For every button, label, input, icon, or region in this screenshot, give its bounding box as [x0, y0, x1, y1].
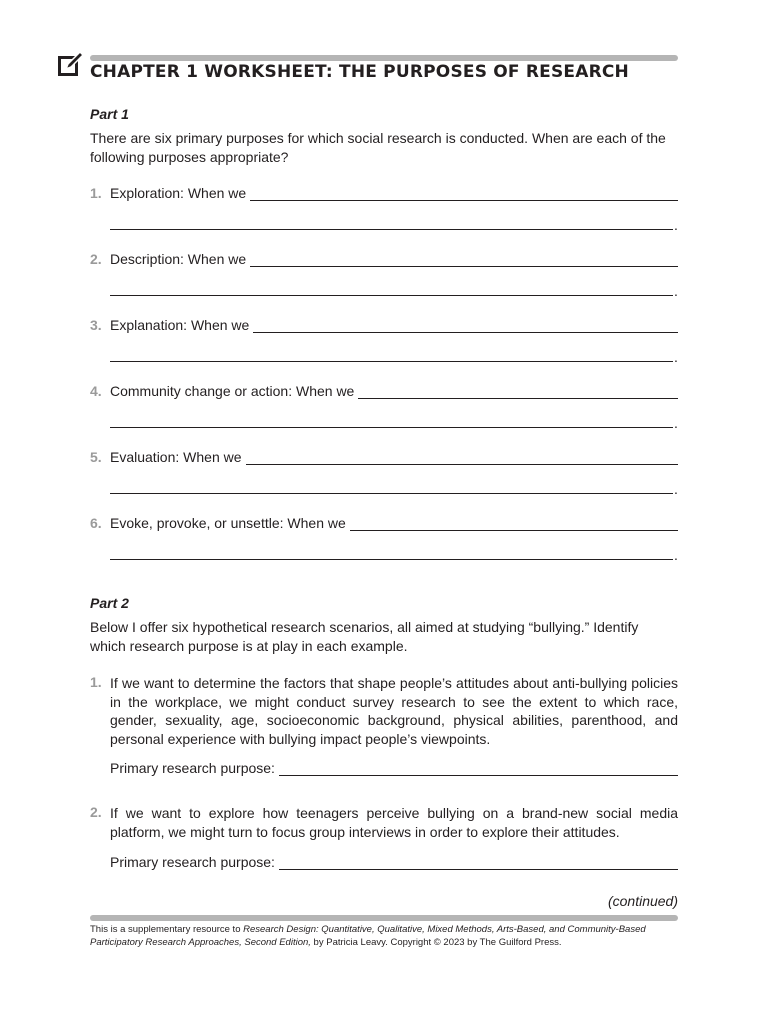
scenario-number: 1.	[90, 674, 102, 690]
question-lead: Description: When we	[110, 251, 247, 267]
part2-label: Part 2	[90, 595, 129, 611]
answer-line[interactable]	[279, 855, 678, 870]
question-number: 3.	[90, 317, 102, 333]
question-lead: Evaluation: When we	[110, 449, 242, 465]
question-lead: Explanation: When we	[110, 317, 250, 333]
answer-line-2[interactable]	[110, 295, 673, 296]
scenario-text: If we want to determine the factors that shape people’s attitudes about anti-bullying policies in the workplace, we might conduct survey research to see the extent to which race, gender, sexuality, age, socioeconomic background, physical abilities, parenthood, and personal experience with bullying impact people’s viewpoints.	[110, 675, 678, 747]
top-rule	[90, 55, 678, 61]
answer-label: Primary research purpose:	[110, 854, 275, 870]
line-end: .	[674, 217, 678, 233]
part1-question-6	[90, 515, 678, 575]
answer-line[interactable]	[358, 384, 678, 399]
answer-line[interactable]	[250, 186, 678, 201]
copyright-footer	[90, 924, 678, 949]
edit-pencil-icon	[57, 50, 85, 78]
part1-question-1	[90, 185, 678, 245]
answer-line[interactable]	[350, 516, 678, 531]
line-end: .	[674, 547, 678, 563]
question-number: 2.	[90, 251, 102, 267]
part1-question-4	[90, 383, 678, 443]
bottom-rule	[90, 915, 678, 921]
scenario-text: If we want to explore how teenagers perceive bullying on a brand-new social media platform, we might turn to focus group interviews in order to explore their attitudes.	[110, 805, 678, 840]
answer-line-2[interactable]	[110, 559, 673, 560]
answer-label: Primary research purpose:	[110, 760, 275, 776]
footer-prefix: This is a supplementary resource to	[90, 924, 244, 935]
question-number: 1.	[90, 185, 102, 201]
answer-line-2[interactable]	[110, 493, 673, 494]
part1-question-5	[90, 449, 678, 509]
worksheet-title: CHAPTER 1 WORKSHEET: THE PURPOSES OF RESEARCH	[90, 62, 629, 82]
answer-line[interactable]	[279, 761, 678, 776]
line-end: .	[674, 349, 678, 365]
question-number: 5.	[90, 449, 102, 465]
part1-question-3	[90, 317, 678, 377]
answer-line-2[interactable]	[110, 361, 673, 362]
answer-line[interactable]	[253, 318, 678, 333]
answer-line[interactable]	[250, 252, 678, 267]
line-end: .	[674, 415, 678, 431]
part1-label: Part 1	[90, 106, 129, 122]
question-number: 6.	[90, 515, 102, 531]
footer-suffix: by Patricia Leavy. Copyright © 2023 by The Guilford Press.	[310, 936, 562, 948]
question-number: 4.	[90, 383, 102, 399]
part1-question-2	[90, 251, 678, 311]
part2-intro: Below I offer six hypothetical research scenarios, all aimed at studying “bullying.” Identify which research purpose is at play in each example.	[90, 619, 639, 654]
line-end: .	[674, 283, 678, 299]
scenario-number: 2.	[90, 804, 102, 820]
footer-book-title: Research Design: Quantitative, Qualitative, Mixed Methods, Arts-Based, and Community-Based Participatory Research Approaches, Second Edition,	[90, 924, 646, 948]
answer-line-2[interactable]	[110, 427, 673, 428]
question-lead: Community change or action: When we	[110, 383, 355, 399]
answer-line-2[interactable]	[110, 229, 673, 230]
part1-intro: There are six primary purposes for which social research is conducted. When are each of the following purposes appropriate?	[90, 130, 666, 165]
question-lead: Exploration: When we	[110, 185, 247, 201]
answer-line[interactable]	[246, 450, 678, 465]
line-end: .	[674, 481, 678, 497]
continued-note: (continued)	[607, 893, 678, 909]
question-lead: Evoke, provoke, or unsettle: When we	[110, 515, 346, 531]
